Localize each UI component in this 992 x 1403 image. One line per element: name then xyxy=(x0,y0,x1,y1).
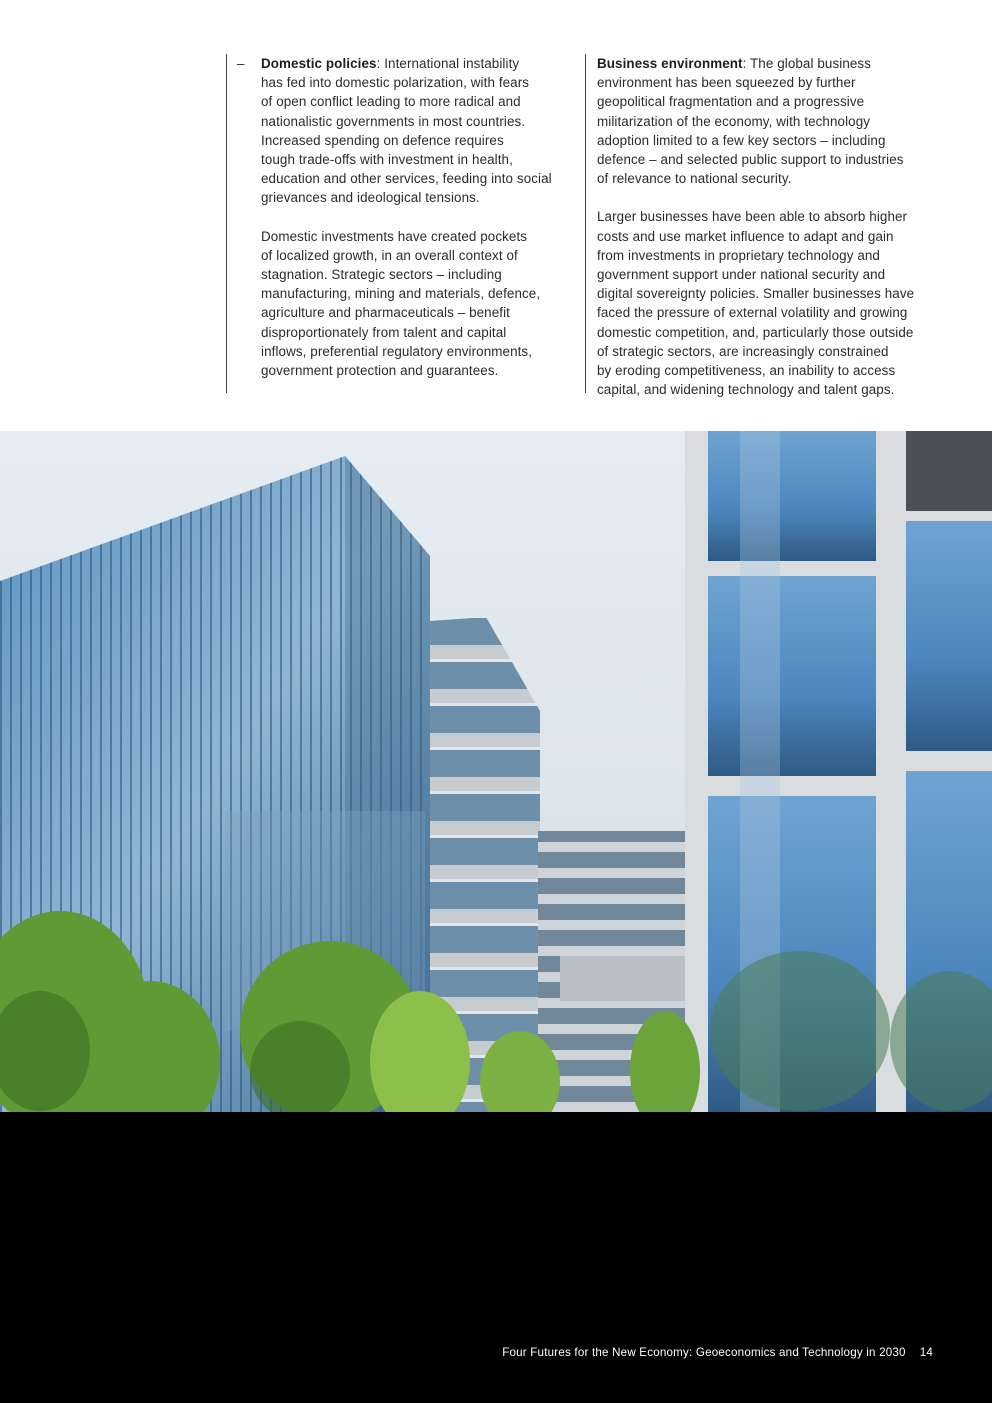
report-title: Four Futures for the New Economy: Geoeconomics and Technology in 2030 xyxy=(502,1346,906,1359)
larger-businesses-paragraph: Larger businesses have been able to absorb higher costs and use market influence to adapt and gain from investments in proprietary technology and government support under national security and digital sovereignty policies. Smaller businesses have faced the pressure of external volatility and growing domestic competition, and, particularly those outside of strategic sectors, are increasingly constrained by eroding competitiveness, an inability to access capital, and widening technology and talent gaps. xyxy=(597,209,915,398)
black-band xyxy=(0,1112,992,1403)
buildings-illustration xyxy=(0,431,992,1112)
domestic-policies-paragraph: Domestic policies: International instability has fed into domestic polarization, with fears of open conflict leading to more radical and nationalistic governments in most countries. Increased spending on defence requires tough trade-offs with investment in health, education and other services, feeding into social grievances and ideological tensions. xyxy=(261,56,552,206)
bullet-dash: – xyxy=(237,56,245,71)
left-text-column xyxy=(261,54,579,380)
right-column-rule xyxy=(585,54,586,393)
left-column-rule xyxy=(226,54,227,393)
domestic-policies-heading: Domestic policies xyxy=(261,56,377,71)
business-environment-heading: Business environment xyxy=(597,56,743,71)
buildings-photo xyxy=(0,431,992,1112)
page-footer xyxy=(502,1346,933,1359)
business-environment-paragraph: Business environment: The global business environment has been squeezed by further geopolitical fragmentation and a progressive militarization of the economy, with technology adoption limited to a few key sectors – including defence – and selected public support to industries of relevance to national security. xyxy=(597,56,904,187)
page-number: 14 xyxy=(919,1346,933,1359)
domestic-investments-paragraph: Domestic investments have created pockets of localized growth, in an overall context of stagnation. Strategic sectors – including manufacturing, mining and materials, defence, agriculture and pharmaceuticals – benefit disproportionately from talent and capital inflows, preferential regulatory environments, government protection and guarantees. xyxy=(261,228,541,379)
right-text-column xyxy=(597,54,942,399)
